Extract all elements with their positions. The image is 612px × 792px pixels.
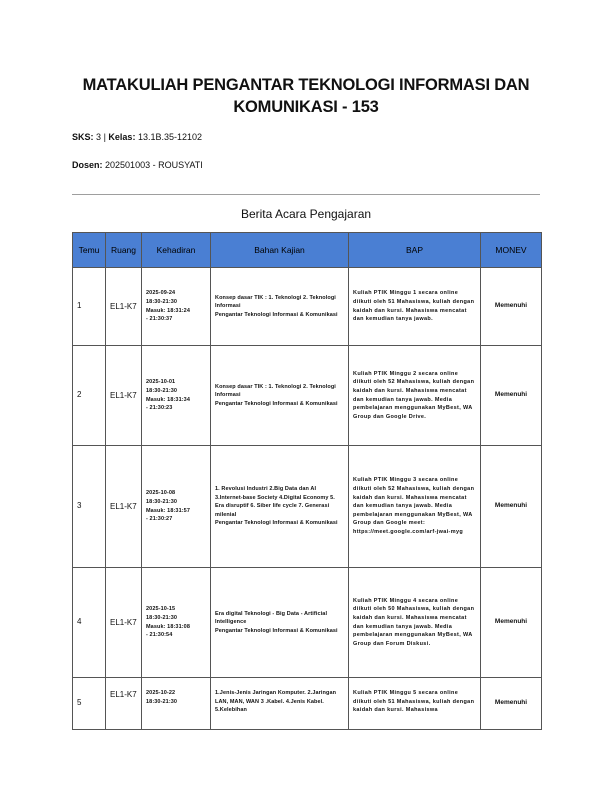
col-bap: BAP [349, 233, 481, 268]
col-temu: Temu [73, 233, 106, 268]
cell-bap: Kuliah PTIK Minggu 3 secara online diikuti oleh 52 Mahasiswa, kuliah dengan kaidah dan kursi. Mahasiswa mencatat dan kemudian tanya jawab. Media pembelajaran menggunakan MyBest, WA Group dan Google meet: https://meet.google.com/arf-jwai-myg [349, 446, 481, 568]
separator: | [103, 132, 106, 142]
page-title: MATAKULIAH PENGANTAR TEKNOLOGI INFORMASI DAN KOMUNIKASI - 153 [82, 76, 530, 116]
table-row [73, 568, 542, 678]
cell-ruang: EL1-K7 [106, 268, 142, 346]
cell-monev: Memenuhi [481, 446, 542, 568]
cell-bahan-kajian: 1. Revolusi Industri 2.Big Data dan AI 3.Internet-base Society 4.Digital Economy 5. Era disruptif 6. Siber life cycle 7. Generasi milenial Pengantar Teknologi Informasi & Komunikasi [211, 446, 349, 568]
table-row [73, 268, 542, 346]
cell-ruang [106, 678, 142, 730]
dosen-value: 202501003 - ROUSYATI [105, 160, 203, 170]
col-monev: MONEV [481, 233, 542, 268]
cell-ruang-text: EL1-K7 [110, 690, 137, 699]
cell-ruang: EL1-K7 [106, 346, 142, 446]
col-kehadiran: Kehadiran [142, 233, 211, 268]
cell-bap [349, 678, 481, 730]
lecturer-info [72, 160, 203, 170]
cell-bahan-kajian [211, 678, 349, 730]
table-row [73, 446, 542, 568]
cell-kehadiran: 2025-10-01 18:30-21:30 Masuk: 18:31:34 - 21:30:23 [142, 346, 211, 446]
cell-kehadiran-text: 2025-10-22 18:30-21:30 [146, 690, 178, 705]
cell-bahan-kajian: Era digital Teknologi - Big Data - Artificial Intelligence Pengantar Teknologi Informasi & Komunikasi [211, 568, 349, 678]
cell-bahan-kajian: Konsep dasar TIK : 1. Teknologi 2. Teknologi Informasi Pengantar Teknologi Informasi & Komunikasi [211, 268, 349, 346]
kelas-value: 13.1B.35-12102 [137, 132, 203, 142]
dosen-label: Dosen: [72, 160, 103, 170]
cell-monev: Memenuhi [481, 678, 542, 730]
cell-ruang: EL1-K7 [106, 568, 142, 678]
cell-temu: 1 [73, 268, 106, 346]
cell-bap: Kuliah PTIK Minggu 2 secara online diikuti oleh 52 Mahasiswa, kuliah dengan kaidah dan kursi. Mahasiswa mencatat dan kemudian tanya jawab. Media pembelajaran menggunakan MyBest, WA Group dan Google Drive. [349, 346, 481, 446]
table-row [73, 346, 542, 446]
cell-bahan-kajian-text: 1.Jenis-Jenis Jaringan Komputer. 2.Jaringan LAN, MAN, WAN 3 .Kabel. 4.Jenis Kabel. 5.Kelebihan [215, 690, 337, 714]
table-row [73, 678, 542, 730]
cell-temu: 3 [73, 446, 106, 568]
cell-bap: Kuliah PTIK Minggu 4 secara online diikuti oleh 50 Mahasiswa, kuliah dengan kaidah dan kursi. Mahasiswa mencatat dan kemudian tanya jawab. Media pembelajaran menggunakan MyBest, WA Group dan Forum Diskusi. [349, 568, 481, 678]
cell-temu: 5 [73, 678, 106, 730]
cell-kehadiran [142, 678, 211, 730]
cell-ruang: EL1-K7 [106, 446, 142, 568]
cell-temu: 2 [73, 346, 106, 446]
table-header-row [73, 233, 542, 268]
sks-label: SKS: [72, 132, 94, 142]
col-ruang: Ruang [106, 233, 142, 268]
class-info [72, 132, 202, 142]
cell-temu: 4 [73, 568, 106, 678]
cell-bahan-kajian: Konsep dasar TIK : 1. Teknologi 2. Teknologi Informasi Pengantar Teknologi Informasi & Komunikasi [211, 346, 349, 446]
cell-bap-text: Kuliah PTIK Minggu 5 secara online diikuti oleh 51 Mahasiswa, kuliah dengan kaidah dan kursi. Mahasiswa [353, 690, 475, 714]
teaching-report-table [72, 232, 542, 730]
cell-kehadiran: 2025-10-08 18:30-21:30 Masuk: 18:31:57 - 21:30:27 [142, 446, 211, 568]
col-bahan-kajian: Bahan Kajian [211, 233, 349, 268]
table-title: Berita Acara Pengajaran [240, 207, 372, 221]
kelas-label: Kelas: [108, 132, 136, 142]
divider [72, 194, 540, 195]
cell-monev: Memenuhi [481, 346, 542, 446]
cell-kehadiran: 2025-10-15 18:30-21:30 Masuk: 18:31:08 - 21:30:54 [142, 568, 211, 678]
cell-monev: Memenuhi [481, 268, 542, 346]
cell-bap: Kuliah PTIK Minggu 1 secara online diikuti oleh 51 Mahasiswa, kuliah dengan kaidah dan kursi. Mahasiswa mencatat dan kemudian tanya jawab. [349, 268, 481, 346]
cell-kehadiran: 2025-09-24 18:30-21:30 Masuk: 18:31:24 - 21:30:37 [142, 268, 211, 346]
cell-monev: Memenuhi [481, 568, 542, 678]
sks-value: 3 [96, 132, 102, 142]
